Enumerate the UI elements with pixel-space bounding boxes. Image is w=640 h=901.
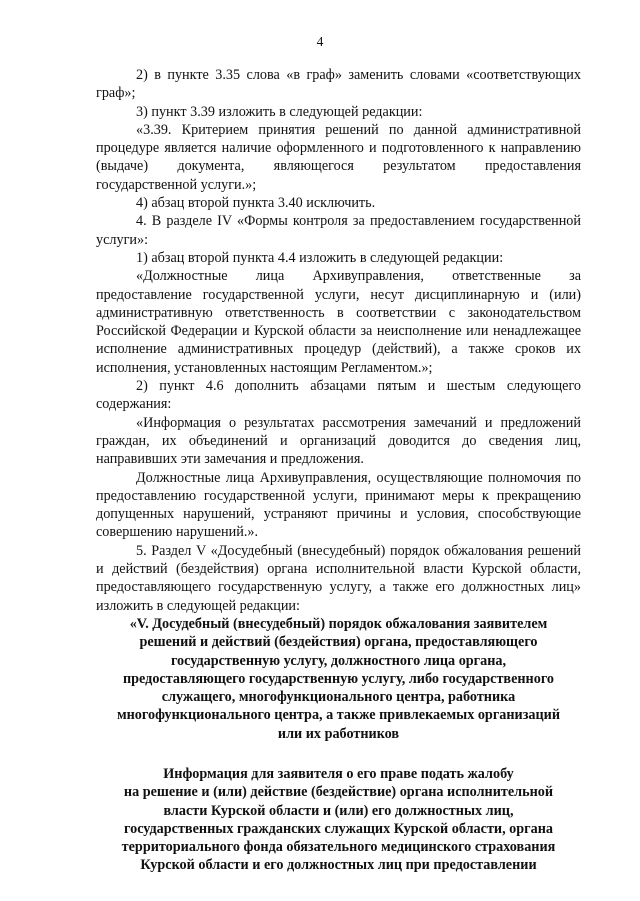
subheading-line: Информация для заявителя о его праве подать жалобу [163,765,514,782]
heading-line: служащего, многофункционального центра, работника [161,689,516,706]
subheading-line: территориального фонда обязательного медицинского страхования [121,839,556,856]
paragraph-amend-4-4: 1) абзац второй пункта 4.4 изложить в следующей редакции: [136,249,504,266]
heading-line: государственную услугу, должностного лица органа, [170,652,507,669]
paragraph-4-6-fifth: «Информация о результатах рассмотрения замечаний и предложений граждан, их объединений и организаций доводится до сведения лиц, направивших эти замечания и предложения. [96,414,581,468]
paragraph-amend-4-6: 2) пункт 4.6 дополнить абзацами пятым и шестым следующего содержания: [96,378,581,413]
subheading-line: государственных гражданских служащих Курской области, органа [124,820,553,837]
paragraph-amend-3-40: 4) абзац второй пункта 3.40 исключить. [136,195,376,212]
paragraph-4-4-text: «Должностные лица Архивуправления, ответственные за предоставление государственной услуги, несут дисциплинарную и (или) административную ответственность в соответствии с законодательством Российской Федерации и Курской области за неисполнение или ненадлежащее исполнение административных процедур (действий), а также сроков их исполнения, установленных настоящим Регламентом.»; [96,268,581,376]
heading-line: «V. Досудебный (внесудебный) порядок обжалования заявителем [129,615,548,632]
paragraph-amend-3-39: 3) пункт 3.39 изложить в следующей редакции: [136,103,423,120]
spacer [96,743,581,765]
document-body [96,66,581,875]
complaint-info-subheading [96,765,581,875]
page-number: 4 [316,34,324,49]
section-v-heading [96,615,581,743]
paragraph-4-6-sixth: Должностные лица Архивуправления, осуществляющие полномочия по предоставлению государственной услуги, принимают меры к прекращению допущенных нарушений, устраняют причины и условия, способствующие совершению нарушений.». [96,469,581,541]
paragraph-section-4: 4. В разделе IV «Формы контроля за предоставлением государственной услуги»: [96,213,581,248]
paragraph-3-39-text: «3.39. Критерием принятия решений по данной административной процедуре является наличие оформленного и подготовленного к направлению (выдаче) документа, являющегося результатом предоставления государственной услуги.»; [96,121,581,193]
subheading-line: на решение и (или) действие (бездействие) органа исполнительной [123,784,554,801]
paragraph-amend-3-35: 2) в пункте 3.35 слова «в граф» заменить словами «соответствующих граф»; [96,67,581,102]
subheading-line: власти Курской области и (или) его должностных лиц, [163,802,514,819]
heading-line: многофункционального центра, а также привлекаемых организаций [116,707,561,724]
subheading-line: Курской области и его должностных лиц при предоставлении [140,857,537,874]
heading-line: решений и действий (бездействия) органа, предоставляющего [139,634,538,651]
heading-line: или их работников [277,725,400,742]
heading-line: предоставляющего государственную услугу, либо государственного [122,670,555,687]
paragraph-section-5: 5. Раздел V «Досудебный (внесудебный) порядок обжалования решений и действий (бездействия) органа исполнительной власти Курской области, предоставляющего государственную услугу, а также его должностных лиц» изложить в следующей редакции: [96,542,581,614]
